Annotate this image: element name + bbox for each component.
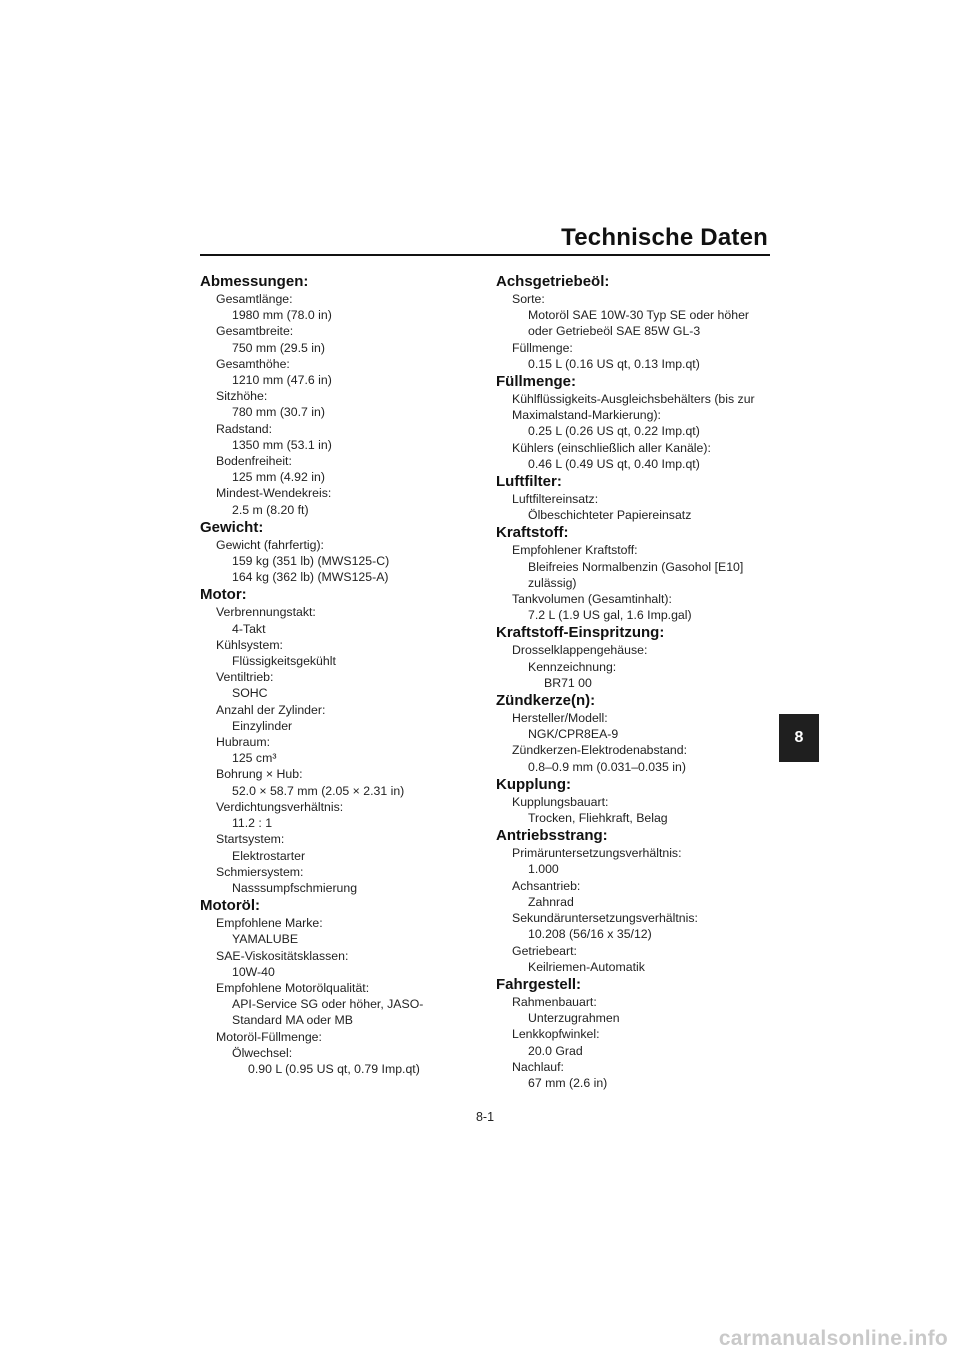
spec-value: Bleifreies Normalbenzin (Gasohol [E10] bbox=[528, 559, 744, 574]
section-heading: Kraftstoff-Einspritzung: bbox=[496, 624, 665, 642]
section-heading: Kupplung: bbox=[496, 775, 571, 793]
right-column bbox=[496, 272, 766, 1091]
spec-value: SOHC bbox=[232, 686, 268, 701]
spec-value: 1.000 bbox=[528, 862, 559, 877]
spec-value: 20.0 Grad bbox=[528, 1043, 583, 1058]
spec-label: Anzahl der Zylinder: bbox=[216, 702, 326, 717]
spec-label: Rahmenbauart: bbox=[512, 994, 597, 1009]
spec-section bbox=[200, 585, 470, 896]
spec-section bbox=[496, 523, 766, 623]
spec-section bbox=[200, 518, 470, 586]
spec-label: Sekundäruntersetzungsverhältnis: bbox=[512, 911, 698, 926]
spec-value: 7.2 L (1.9 US gal, 1.6 Imp.gal) bbox=[528, 608, 692, 623]
spec-label: Gesamtbreite: bbox=[216, 324, 294, 339]
spec-value: 125 cm³ bbox=[232, 751, 277, 766]
spec-label: Mindest-Wendekreis: bbox=[216, 486, 332, 501]
spec-value: Ölwechsel: bbox=[232, 1045, 293, 1060]
spec-section bbox=[496, 372, 766, 472]
spec-value: zulässig) bbox=[528, 575, 577, 590]
spec-label: Schmiersystem: bbox=[216, 864, 304, 879]
spec-value: 1350 mm (53.1 in) bbox=[232, 437, 332, 452]
spec-label: Startsystem: bbox=[216, 832, 285, 847]
spec-label: Gesamtlänge: bbox=[216, 292, 293, 306]
spec-label: Verdichtungsverhältnis: bbox=[216, 799, 344, 814]
spec-value: 67 mm (2.6 in) bbox=[528, 1075, 608, 1090]
spec-value: Motoröl SAE 10W-30 Typ SE oder höher bbox=[528, 308, 750, 323]
section-heading: Luftfilter: bbox=[496, 473, 562, 491]
spec-value: 0.46 L (0.49 US qt, 0.40 Imp.qt) bbox=[528, 456, 700, 471]
spec-label: Verbrennungstakt: bbox=[216, 605, 316, 620]
spec-value: Unterzugrahmen bbox=[528, 1011, 620, 1026]
spec-value: Trocken, Fliehkraft, Belag bbox=[528, 811, 668, 826]
spec-label: Motoröl-Füllmenge: bbox=[216, 1029, 322, 1044]
page-title: Technische Daten bbox=[561, 224, 768, 251]
spec-label: Empfohlene Motorölqualität: bbox=[216, 980, 370, 995]
spec-label: Maximalstand-Markierung): bbox=[512, 408, 661, 423]
spec-value: Ölbeschichteter Papiereinsatz bbox=[528, 508, 692, 523]
spec-value: NGK/CPR8EA-9 bbox=[528, 727, 619, 742]
spec-label: Luftfiltereinsatz: bbox=[512, 492, 599, 507]
spec-label: Achsantrieb: bbox=[512, 878, 581, 893]
spec-value: 2.5 m (8.20 ft) bbox=[232, 502, 309, 517]
spec-value: Zahnrad bbox=[528, 894, 574, 909]
spec-label: SAE-Viskositätsklassen: bbox=[216, 948, 349, 963]
spec-value: 125 mm (4.92 in) bbox=[232, 470, 325, 485]
spec-label: Lenkkopfwinkel: bbox=[512, 1027, 600, 1042]
section-heading: Motoröl: bbox=[200, 897, 260, 915]
spec-section bbox=[496, 472, 766, 523]
spec-label: Kühlers (einschließlich aller Kanäle): bbox=[512, 440, 711, 455]
spec-label: Hersteller/Modell: bbox=[512, 711, 608, 726]
spec-value: 780 mm (30.7 in) bbox=[232, 405, 325, 420]
spec-value: 4-Takt bbox=[232, 621, 266, 636]
section-heading: Füllmenge: bbox=[496, 373, 577, 391]
spec-section bbox=[200, 896, 470, 1077]
spec-value: YAMALUBE bbox=[232, 932, 299, 947]
spec-section bbox=[496, 826, 766, 975]
spec-label: Nachlauf: bbox=[512, 1059, 564, 1074]
spec-value: 750 mm (29.5 in) bbox=[232, 340, 325, 355]
spec-value: 164 kg (362 lb) (MWS125-A) bbox=[232, 570, 389, 585]
spec-label: Kühlsystem: bbox=[216, 637, 283, 652]
section-heading: Antriebsstrang: bbox=[496, 827, 608, 845]
section-heading: Zündkerze(n): bbox=[496, 692, 596, 710]
spec-label: Getriebeart: bbox=[512, 943, 577, 958]
spec-value: 1210 mm (47.6 in) bbox=[232, 373, 332, 388]
section-heading: Fahrgestell: bbox=[496, 975, 582, 993]
spec-value: 0.15 L (0.16 US qt, 0.13 Imp.qt) bbox=[528, 356, 700, 371]
spec-value: Nasssumpfschmierung bbox=[232, 880, 358, 895]
spec-section bbox=[496, 691, 766, 775]
spec-value: API-Service SG oder höher, JASO- bbox=[232, 997, 424, 1012]
spec-section bbox=[496, 975, 766, 1091]
spec-label: Kühlflüssigkeits-Ausgleichsbehälters (bis zur bbox=[512, 392, 755, 407]
spec-label: Radstand: bbox=[216, 421, 273, 436]
spec-subvalue: BR71 00 bbox=[544, 675, 592, 690]
spec-label: Gewicht (fahrfertig): bbox=[216, 537, 324, 552]
watermark: carmanualsonline.info bbox=[718, 1327, 948, 1350]
spec-value: 10.208 (56/16 x 35/12) bbox=[528, 927, 652, 942]
spec-value: Einzylinder bbox=[232, 718, 293, 733]
chapter-tab[interactable]: 8 bbox=[779, 714, 819, 762]
spec-value: 0.8–0.9 mm (0.031–0.035 in) bbox=[528, 759, 686, 774]
page-number: 8-1 bbox=[475, 1110, 495, 1124]
spec-value: 0.25 L (0.26 US qt, 0.22 Imp.qt) bbox=[528, 424, 700, 439]
title-divider bbox=[200, 254, 770, 256]
spec-label: Primäruntersetzungsverhältnis: bbox=[512, 846, 682, 861]
spec-value: Elektrostarter bbox=[232, 848, 306, 863]
spec-label: Ventiltrieb: bbox=[216, 670, 274, 685]
section-heading: Achsgetriebeöl: bbox=[496, 273, 610, 290]
spec-value: 1980 mm (78.0 in) bbox=[232, 308, 332, 323]
spec-section bbox=[496, 272, 766, 372]
spec-value: Kennzeichnung: bbox=[528, 659, 617, 674]
spec-value: oder Getriebeöl SAE 85W GL-3 bbox=[528, 324, 701, 339]
spec-label: Hubraum: bbox=[216, 735, 270, 750]
spec-label: Bohrung × Hub: bbox=[216, 767, 303, 782]
spec-label: Empfohlener Kraftstoff: bbox=[512, 543, 638, 558]
spec-value: Flüssigkeitsgekühlt bbox=[232, 654, 336, 669]
spec-section bbox=[496, 775, 766, 826]
spec-value: 52.0 × 58.7 mm (2.05 × 2.31 in) bbox=[232, 783, 405, 798]
spec-value: 11.2 : 1 bbox=[232, 816, 273, 831]
spec-value: 10W-40 bbox=[232, 964, 275, 979]
spec-value: Keilriemen-Automatik bbox=[528, 959, 645, 974]
section-heading: Motor: bbox=[200, 586, 247, 604]
spec-label: Drosselklappengehäuse: bbox=[512, 643, 648, 658]
spec-label: Sorte: bbox=[512, 292, 545, 306]
section-heading: Kraftstoff: bbox=[496, 524, 569, 542]
spec-label: Tankvolumen (Gesamtinhalt): bbox=[512, 592, 672, 607]
left-column bbox=[200, 272, 470, 1077]
spec-label: Gesamthöhe: bbox=[216, 356, 290, 371]
spec-section bbox=[200, 272, 470, 518]
spec-label: Sitzhöhe: bbox=[216, 389, 268, 404]
spec-label: Bodenfreiheit: bbox=[216, 454, 292, 469]
spec-section bbox=[496, 623, 766, 691]
section-heading: Abmessungen: bbox=[200, 273, 309, 290]
spec-label: Füllmenge: bbox=[512, 340, 573, 355]
spec-label: Kupplungsbauart: bbox=[512, 794, 609, 809]
spec-value: 159 kg (351 lb) (MWS125-C) bbox=[232, 554, 390, 569]
spec-label: Zündkerzen-Elektrodenabstand: bbox=[512, 743, 687, 758]
section-heading: Gewicht: bbox=[200, 518, 264, 536]
spec-subvalue: 0.90 L (0.95 US qt, 0.79 Imp.qt) bbox=[248, 1061, 420, 1076]
spec-value: Standard MA oder MB bbox=[232, 1013, 353, 1028]
spec-label: Empfohlene Marke: bbox=[216, 916, 323, 931]
